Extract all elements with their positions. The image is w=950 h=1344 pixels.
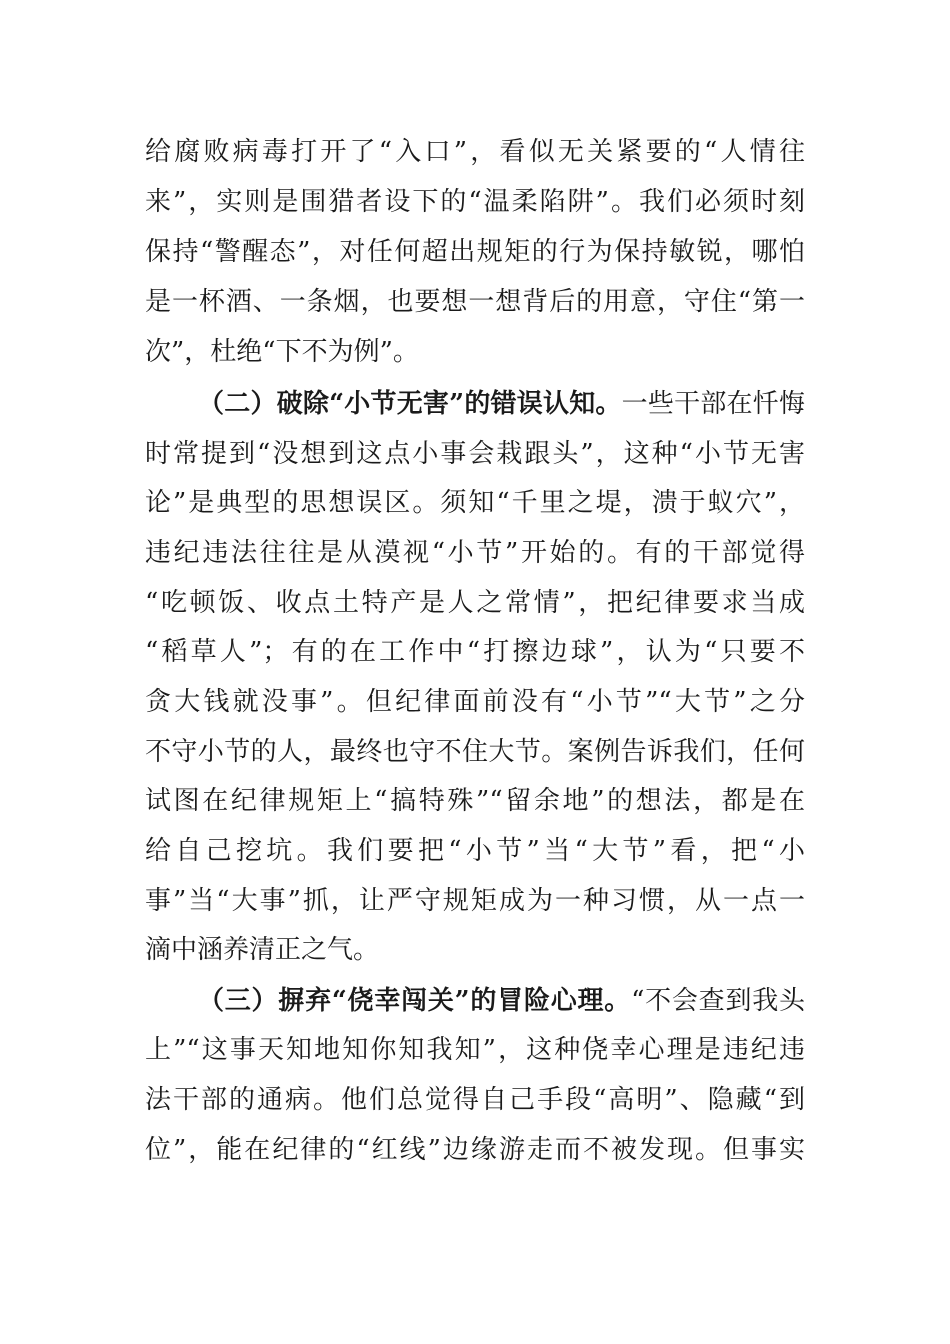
paragraph-first-line bbox=[198, 976, 805, 1026]
text-line: 法干部的通病。他们总觉得自己手段“高明”、隐藏“到 bbox=[145, 1085, 805, 1115]
text-line: 不守小节的人，最终也守不住大节。案例告诉我们，任何 bbox=[145, 737, 805, 767]
text-line: 论”是典型的思想误区。须知“千里之堤，溃于蚁穴”， bbox=[145, 488, 805, 518]
text-line: 贪大钱就没事”。但纪律面前没有“小节”“大节”之分 bbox=[145, 687, 805, 717]
text-line: 事”当“大事”抓，让严守规矩成为一种习惯，从一点一 bbox=[145, 886, 805, 916]
text-line: 次”，杜绝“下不为例”。 bbox=[145, 337, 419, 367]
section-heading: （二）破除“小节无害”的错误认知。 bbox=[198, 389, 622, 419]
text-line: “吃顿饭、收点土特产是人之常情”，把纪律要求当成 bbox=[145, 588, 805, 618]
text-run: 一些干部在忏悔 bbox=[621, 389, 805, 419]
text-run: “不会查到我头 bbox=[631, 986, 805, 1016]
text-line: 给自己挖坑。我们要把“小节”当“大节”看，把“小 bbox=[145, 836, 805, 866]
paragraph-first-line bbox=[198, 379, 805, 429]
text-line: 来”，实则是围猎者设下的“温柔陷阱”。我们必须时刻 bbox=[145, 187, 805, 217]
text-line: 试图在纪律规矩上“搞特殊”“留余地”的想法，都是在 bbox=[145, 786, 805, 816]
text-line: 违纪违法往往是从漠视“小节”开始的。有的干部觉得 bbox=[145, 538, 805, 568]
text-line: “稻草人”；有的在工作中“打擦边球”，认为“只要不 bbox=[145, 637, 805, 667]
text-line: 保持“警醒态”，对任何超出规矩的行为保持敏锐，哪怕 bbox=[145, 237, 805, 267]
text-line: 上”“这事天知地知你知我知”，这种侥幸心理是违纪违 bbox=[145, 1035, 805, 1065]
text-line: 给腐败病毒打开了“入口”，看似无关紧要的“人情往 bbox=[145, 137, 805, 167]
text-line: 时常提到“没想到这点小事会栽跟头”，这种“小节无害 bbox=[145, 439, 805, 469]
section-heading: （三）摒弃“侥幸闯关”的冒险心理。 bbox=[198, 986, 632, 1016]
text-line: 滴中涵养清正之气。 bbox=[145, 935, 380, 965]
text-line: 位”，能在纪律的“红线”边缘游走而不被发现。但事实 bbox=[145, 1135, 805, 1165]
text-line: 是一杯酒、一条烟，也要想一想背后的用意，守住“第一 bbox=[145, 287, 805, 317]
